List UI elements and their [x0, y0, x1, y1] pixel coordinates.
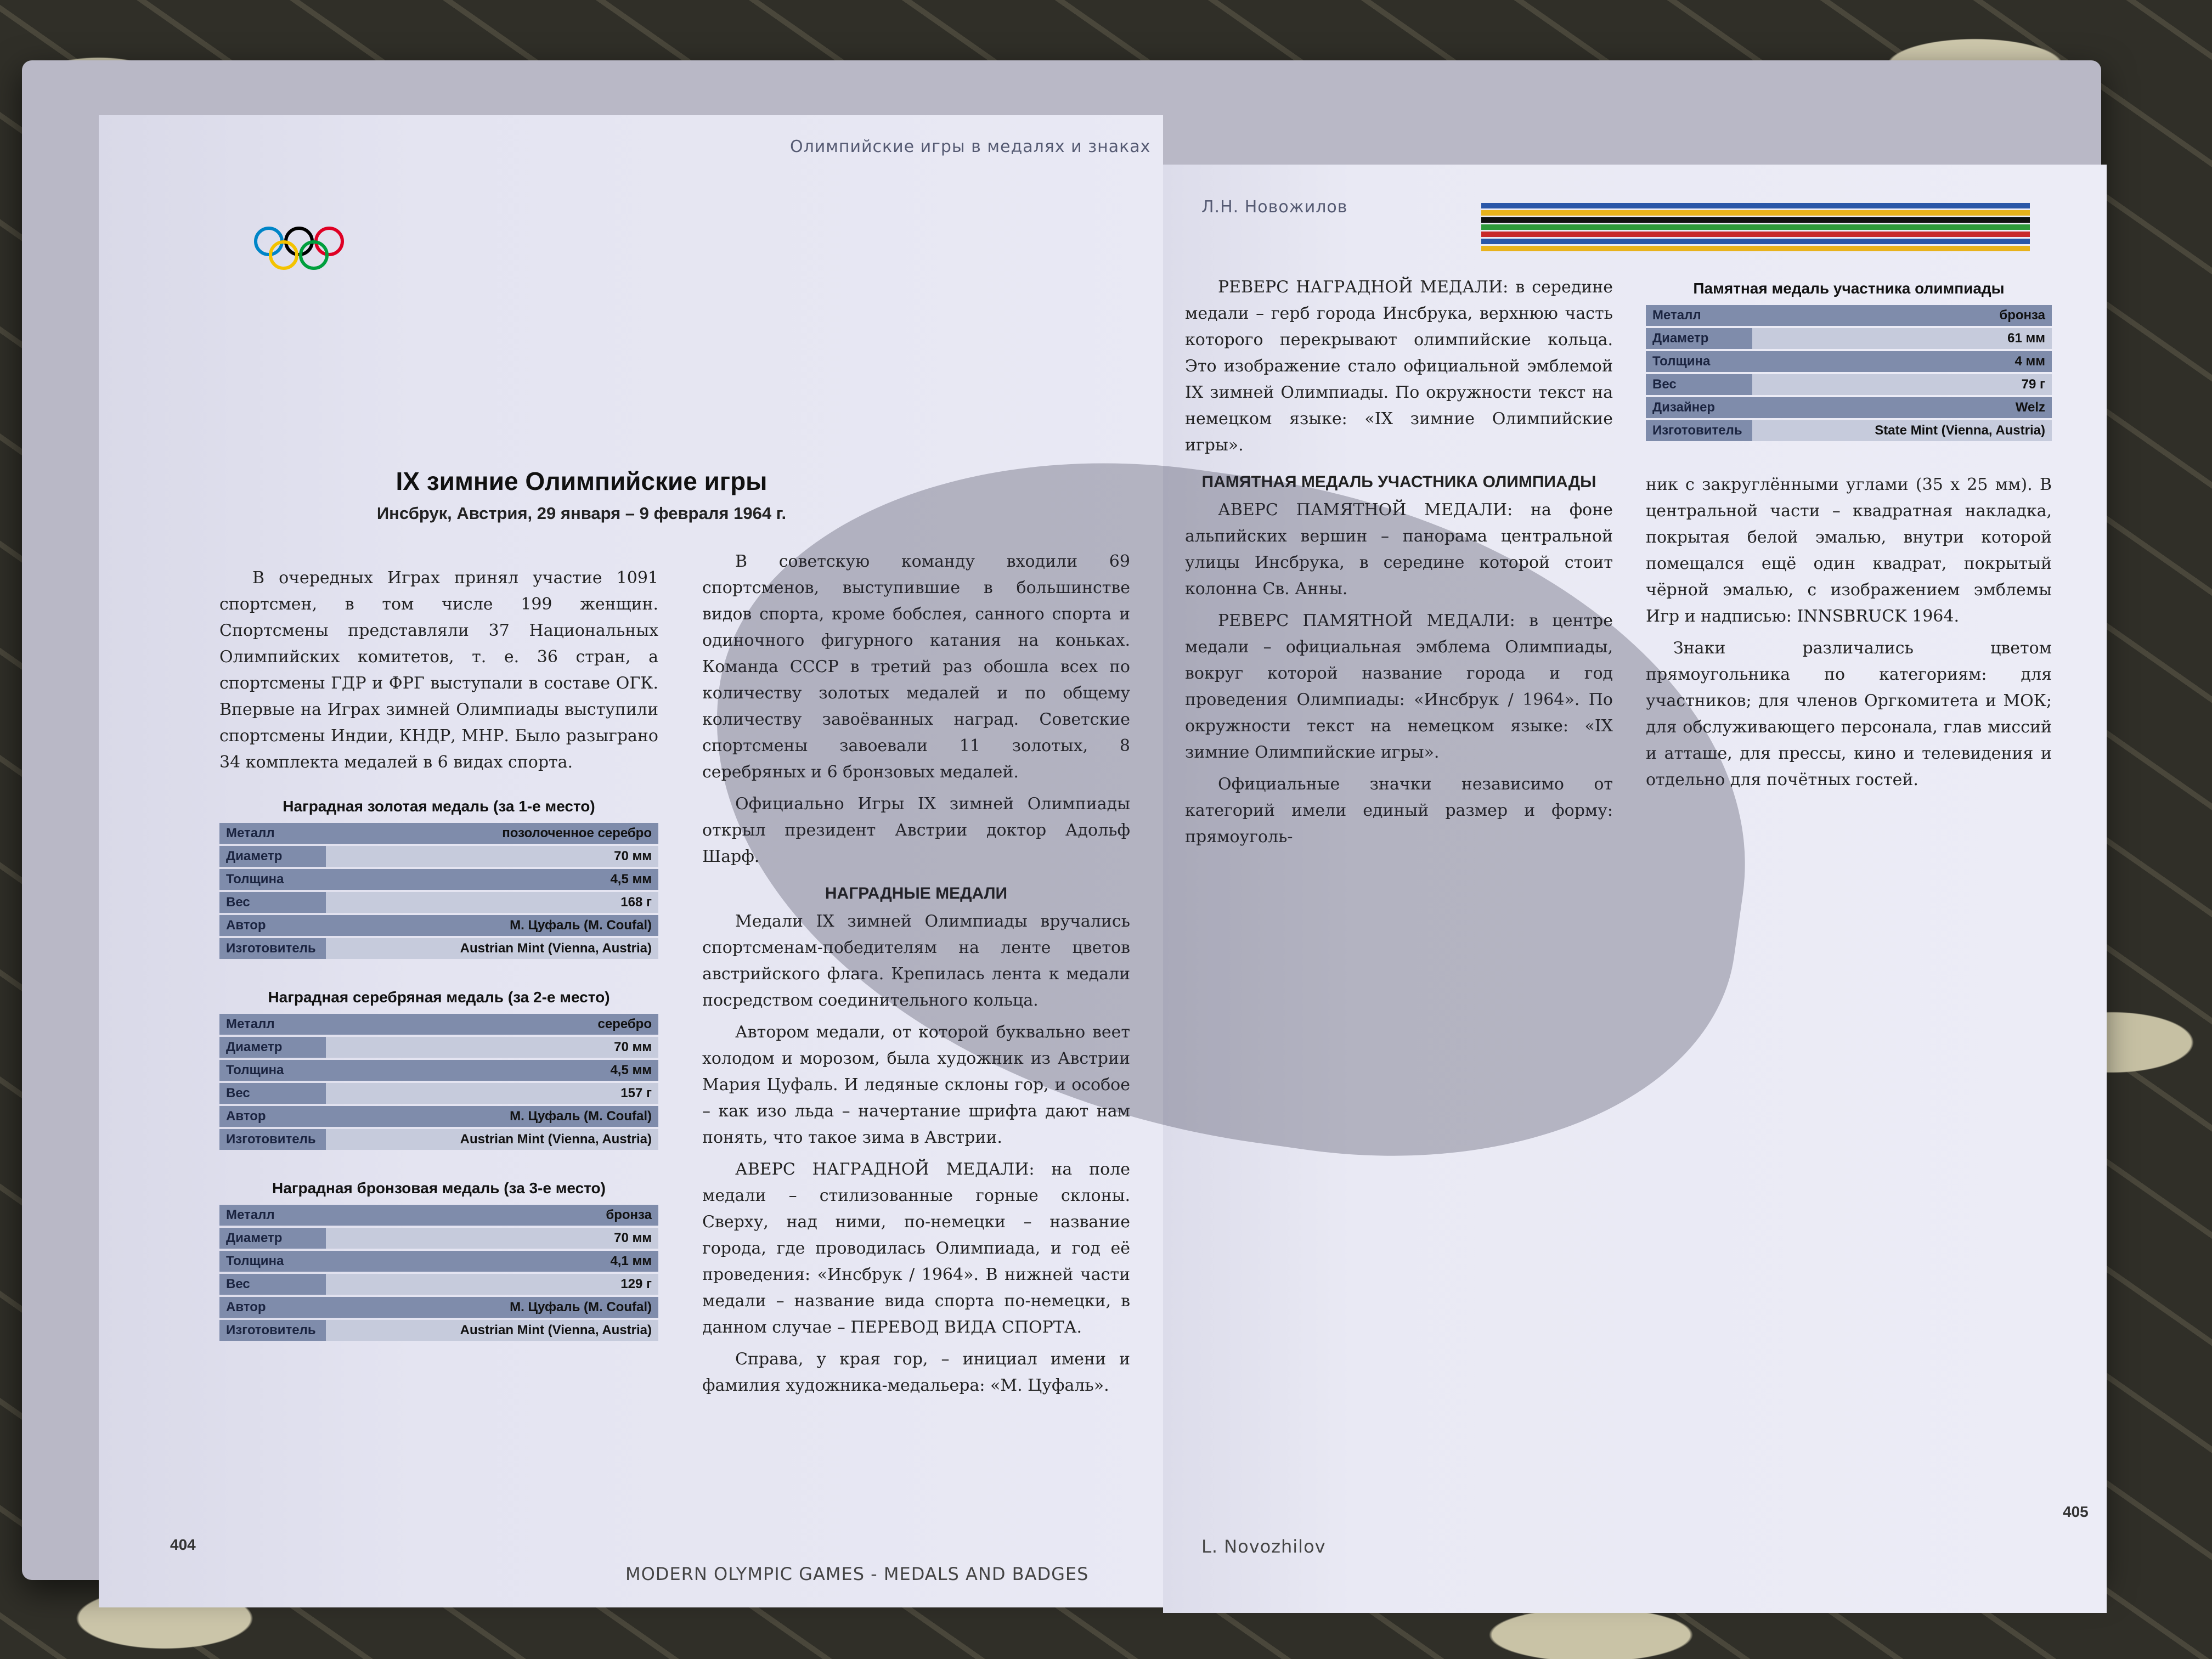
spec-key: Автор — [219, 915, 326, 936]
revers-commemorative-paragraph: РЕВЕРС ПАМЯТНОЙ МЕДАЛИ: в центре медали – официальная эмблема Олимпиады, вокруг которой название города и год проведения Олимпиады: «Инсбрук / 1964». По окружности текст на немецком языке: «IX зимние Олимпийские игры». — [1185, 611, 1613, 762]
spec-key: Изготовитель — [1646, 420, 1752, 441]
spec-key: Толщина — [219, 869, 326, 890]
spec-key: Изготовитель — [219, 1129, 326, 1150]
table-caption: Наградная золотая медаль (за 1-е место) — [283, 798, 595, 815]
spec-key: Вес — [1646, 374, 1752, 395]
spec-key: Толщина — [219, 1060, 326, 1081]
spec-value: State Mint (Vienna, Austria) — [1752, 420, 2052, 441]
silver-medal-table — [219, 989, 658, 1152]
spec-value: 79 г — [1752, 374, 2052, 395]
spec-value: бронза — [326, 1205, 658, 1226]
badges-paragraph-continued: ник с закруглёнными углами (35 х 25 мм). В центральной части – квадратная накладка, покрытая белой эмалью, внутри которой помещался ещё один квадрат, покрытый чёрной эмалью, с изображением эмблемы Игр и надписью: INNSBRUCK 1964. — [1646, 475, 2052, 626]
badges-paragraph: Официальные значки независимо от категорий имели единый размер и форму: прямоуголь- — [1185, 775, 1613, 847]
stripe — [1481, 239, 2030, 244]
page-title: IX зимние Олимпийские игры — [396, 467, 768, 495]
awards-paragraph-3: АВЕРС НАГРАДНОЙ МЕДАЛИ: на поле медали – стилизованные горные склоны. Сверху, над ними, по-немецки – название города, где проводилась Олимпиада, и год её проведения: «Инсбрук / 1964». В нижней части медали – название вида спорта по-немецки, в данном случае – ПЕРЕВОД ВИДА СПОРТА. — [702, 1160, 1130, 1337]
spec-value: 129 г — [326, 1274, 658, 1295]
opening-paragraph: Официально Игры IX зимней Олимпиады открыл президент Австрии доктор Адольф Шарф. — [702, 794, 1130, 866]
spec-value: 4,5 мм — [326, 1060, 658, 1081]
open-book — [22, 60, 2101, 1584]
footer-author-right: L. Novozhilov — [1201, 1536, 1326, 1557]
commemorative-medal-table — [1646, 280, 2052, 443]
spec-value: 70 мм — [326, 1228, 658, 1249]
spec-value: 61 мм — [1752, 328, 2052, 349]
spec-key: Вес — [219, 1274, 326, 1295]
spec-key: Диаметр — [219, 846, 326, 867]
spec-value: 70 мм — [326, 1037, 658, 1058]
section-heading-awards: НАГРАДНЫЕ МЕДАЛИ — [825, 884, 1008, 902]
spec-key: Металл — [219, 1205, 326, 1226]
page-subtitle: Инсбрук, Австрия, 29 января – 9 февраля 1964 г. — [376, 504, 787, 523]
section-heading-commemorative: ПАМЯТНАЯ МЕДАЛЬ УЧАСТНИКА ОЛИМПИАДЫ — [1201, 473, 1596, 491]
soviet-team-paragraph: В советскую команду входили 69 спортсменов, выступившие в большинстве видов спорта, кроме бобслея, санного спорта и одиночного фигурного катания на коньках. Команда СССР в третий раз обошла всех по количеству золотых медалей и по общему количеству завоёванных наград. Советские спортсмены завоевали 11 золотых, 8 серебряных и 6 бронзовых медалей. — [702, 552, 1130, 782]
spec-key: Толщина — [219, 1251, 326, 1272]
spec-key: Толщина — [1646, 351, 1752, 372]
spec-key: Металл — [1646, 305, 1752, 326]
spec-key: Диаметр — [219, 1228, 326, 1249]
spec-value: Austrian Mint (Vienna, Austria) — [326, 938, 658, 959]
spec-key: Вес — [219, 1083, 326, 1104]
table-caption: Памятная медаль участника олимпиады — [1693, 280, 2005, 297]
intro-paragraph: В очередных Играх принял участие 1091 спортсмен, в том числе 199 женщин. Спортсмены представляли 37 Национальных Олимпийских комитетов, т. е. 36 стран, а спортсмены ГДР и ФРГ выступали в составе ОГК. Впервые на Играх зимней Олимпиады выступили спортсмены Индии, КНДР, МНР. Было разыграно 34 комплекта медалей в 6 видах спорта. — [219, 568, 658, 772]
reverse-award-paragraph: РЕВЕРС НАГРАДНОЙ МЕДАЛИ: в середине медали – герб города Инсбрука, верхнюю часть которого перекрывают олимпийские кольца. Это изображение стало официальной эмблемой IX зимней Олимпиады. По окружности текст на немецком языке: «IX зимние Олимпийские игры». — [1185, 278, 1613, 455]
page-number-right: 405 — [2063, 1503, 2089, 1520]
spec-value: 168 г — [326, 892, 658, 913]
spec-key: Автор — [219, 1106, 326, 1127]
stripe — [1481, 232, 2030, 237]
spec-key: Диаметр — [1646, 328, 1752, 349]
spec-key: Автор — [219, 1297, 326, 1318]
table-caption: Наградная серебряная медаль (за 2-е место) — [268, 989, 610, 1006]
stripe — [1481, 217, 2030, 223]
spec-value: 4 мм — [1752, 351, 2052, 372]
spec-key: Металл — [219, 1014, 326, 1035]
spec-value: Austrian Mint (Vienna, Austria) — [326, 1129, 658, 1150]
badges-categories-paragraph: Знаки различались цветом прямоугольника по категориям: для участников; для членов Оргкомитета и МОК; для обслуживающего персонала, глав миссий и атташе, для прессы, кино и телевидения и отдельно для почётных гостей. — [1646, 639, 2052, 789]
spec-value: М. Цуфаль (M. Coufal) — [326, 1106, 658, 1127]
stripe — [1481, 210, 2030, 216]
spec-value: позолоченное серебро — [326, 823, 658, 844]
stripe — [1481, 224, 2030, 230]
olympic-rings-icon — [252, 225, 346, 274]
running-header-title: Олимпийские игры в медалях и знаках — [790, 137, 1151, 156]
spec-key: Металл — [219, 823, 326, 844]
spec-value: Welz — [1752, 397, 2052, 418]
spec-key: Изготовитель — [219, 938, 326, 959]
footer-title-left: MODERN OLYMPIC GAMES - MEDALS AND BADGES — [625, 1564, 1089, 1584]
awards-paragraph-4: Справа, у края гор, – инициал имени и фамилия художника-медальера: «М. Цуфаль». — [702, 1350, 1130, 1395]
spec-value: М. Цуфаль (M. Coufal) — [326, 915, 658, 936]
bronze-medal-table — [219, 1180, 658, 1343]
spec-key: Изготовитель — [219, 1320, 326, 1341]
spec-value: серебро — [326, 1014, 658, 1035]
spec-key: Вес — [219, 892, 326, 913]
page-number-left: 404 — [170, 1536, 196, 1553]
running-header-author: Л.Н. Новожилов — [1201, 198, 1348, 217]
stripe — [1481, 246, 2030, 251]
spec-value: 4,1 мм — [326, 1251, 658, 1272]
olympic-color-stripes — [1481, 203, 2030, 253]
spec-value: 157 г — [326, 1083, 658, 1104]
gold-medal-table — [219, 798, 658, 961]
avers-commemorative-paragraph: АВЕРС ПАМЯТНОЙ МЕДАЛИ: на фоне альпийских вершин – панорама центральной улицы Инсбрука, в середине которой стоит колонна Св. Анны. — [1185, 500, 1613, 599]
right-page — [1163, 165, 2107, 1613]
spec-key: Диаметр — [219, 1037, 326, 1058]
spec-value: 4,5 мм — [326, 869, 658, 890]
awards-paragraph-1: Медали IX зимней Олимпиады вручались спортсменам-победителям на ленте цветов австрийского флага. Крепилась лента к медали посредством соединительного кольца. — [702, 912, 1130, 1010]
left-page — [99, 115, 1163, 1607]
spec-key: Дизайнер — [1646, 397, 1752, 418]
table-caption: Наградная бронзовая медаль (за 3-е место) — [272, 1180, 606, 1197]
spec-value: 70 мм — [326, 846, 658, 867]
spec-value: бронза — [1752, 305, 2052, 326]
spec-value: М. Цуфаль (M. Coufal) — [326, 1297, 658, 1318]
spec-value: Austrian Mint (Vienna, Austria) — [326, 1320, 658, 1341]
stripe — [1481, 203, 2030, 208]
awards-paragraph-2: Автором медали, от которой буквально веет холодом и морозом, была художник из Австрии Мария Цуфаль. И ледяные склоны гор, и особое – как изо льда – начертание шрифта дают нам понять, что такое зима в Австрии. — [702, 1023, 1130, 1147]
